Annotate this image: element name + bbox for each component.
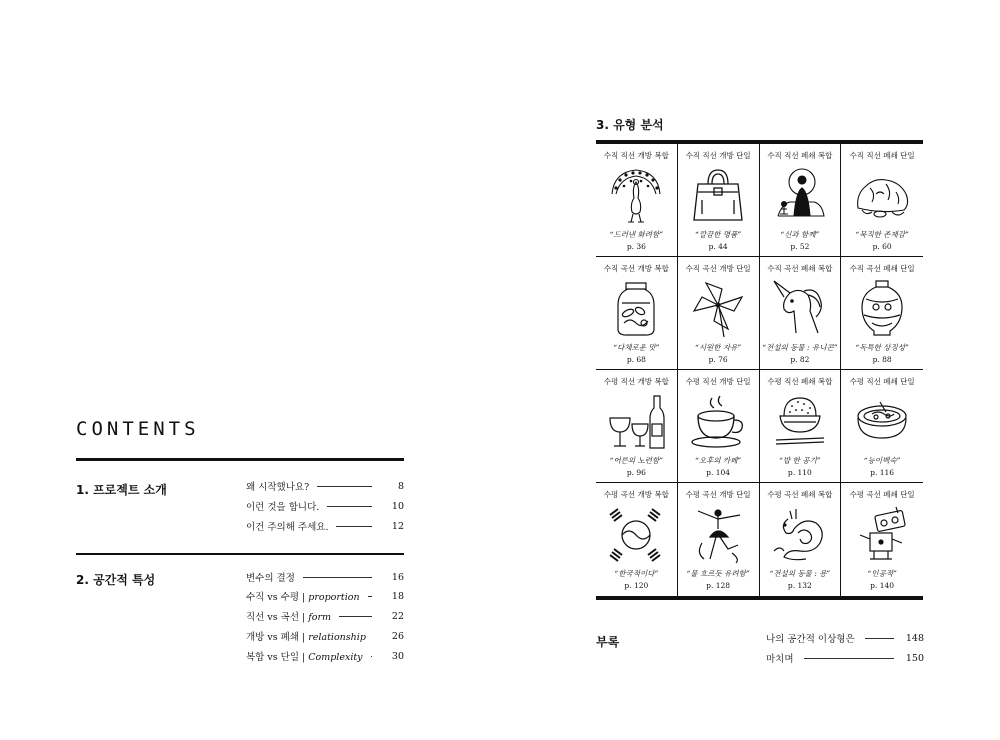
- toc-item[interactable]: [246, 496, 404, 516]
- toc-item-label: 이런 것을 합니다.: [246, 502, 320, 513]
- type-category: 수직 직선 개방 복합: [603, 151, 669, 160]
- toc-item-label: 복합 vs 단일 | Complexity: [246, 652, 363, 663]
- type-page: p. 120: [624, 581, 649, 590]
- appendix-title: 부록: [596, 635, 620, 649]
- type-category: 수직 곡선 개방 복합: [603, 264, 669, 273]
- toc-page-number: 16: [391, 571, 404, 583]
- toc-item-label: 이건 주의해 주세요.: [246, 522, 329, 533]
- type-category: 수직 곡선 폐쇄 단일: [849, 264, 915, 273]
- toc-item[interactable]: [246, 476, 404, 496]
- type-caption: “독특한 상징성”: [855, 343, 909, 352]
- toc-page-number: 12: [391, 520, 404, 532]
- type-card[interactable]: [596, 144, 678, 257]
- type-caption: “전설의 동물 : 유니콘”: [762, 343, 838, 352]
- analysis-title: 3. 유형 분석: [596, 118, 664, 132]
- toc-page-number: 30: [391, 650, 404, 662]
- type-card[interactable]: [760, 257, 842, 370]
- appendix-item-label: 나의 공간적 이상형은: [766, 634, 855, 645]
- appendix-item-label: 마치며: [766, 654, 794, 665]
- type-card[interactable]: [596, 483, 678, 596]
- type-category: 수직 직선 폐쇄 복합: [767, 151, 833, 160]
- toc-item[interactable]: [246, 586, 404, 606]
- appendix-item[interactable]: [766, 628, 924, 648]
- type-category: 수직 곡선 폐쇄 복합: [767, 264, 833, 273]
- taegeuk-icon: [606, 503, 666, 565]
- type-caption: “어른의 노련함”: [609, 456, 664, 465]
- type-page: p. 104: [706, 468, 731, 477]
- leader-line: [339, 616, 372, 617]
- toc-item-label: 변수의 결정: [246, 573, 295, 584]
- type-card[interactable]: [841, 257, 923, 370]
- unicorn-icon: [770, 277, 830, 339]
- type-category: 수평 곡선 개방 단일: [685, 490, 751, 499]
- type-page: p. 76: [708, 355, 728, 364]
- type-page: p. 68: [626, 355, 646, 364]
- type-category: 수직 직선 폐쇄 단일: [849, 151, 915, 160]
- type-category: 수평 직선 폐쇄 단일: [849, 377, 915, 386]
- type-card[interactable]: [841, 370, 923, 483]
- type-caption: “물 흐르듯 유려함”: [686, 569, 750, 578]
- type-card[interactable]: [678, 370, 760, 483]
- leader-line: [371, 656, 372, 657]
- type-page: p. 140: [870, 581, 895, 590]
- leader-line: [865, 638, 894, 639]
- type-card[interactable]: [596, 257, 678, 370]
- toc-item-label: 직선 vs 곡선 | form: [246, 612, 332, 623]
- type-page: p. 60: [872, 242, 892, 251]
- appendix-item[interactable]: [766, 648, 924, 668]
- type-page: p. 116: [870, 468, 895, 477]
- jar-icon: [606, 277, 666, 339]
- type-page: p. 110: [787, 468, 812, 477]
- toc-item[interactable]: [246, 516, 404, 536]
- toc-item-label: 왜 시작했나요?: [246, 482, 310, 493]
- type-card[interactable]: [678, 483, 760, 596]
- robot-icon: [852, 503, 912, 565]
- ballerina-icon: [688, 503, 748, 565]
- vase-icon: [852, 277, 912, 339]
- type-category: 수평 곡선 개방 복합: [603, 490, 669, 499]
- type-page: p. 96: [626, 468, 646, 477]
- type-caption: “다채로운 맛”: [613, 343, 660, 352]
- type-card[interactable]: [760, 144, 842, 257]
- leader-line: [317, 486, 372, 487]
- type-category: 수평 곡선 폐쇄 복합: [767, 490, 833, 499]
- stone-pot-icon: [852, 390, 912, 452]
- section-spatial-traits: [76, 553, 404, 675]
- type-caption: “깔끔한 명품”: [694, 230, 742, 239]
- leader-line: [368, 596, 372, 597]
- type-caption: “시원한 자유”: [694, 343, 742, 352]
- rock-icon: [852, 164, 912, 226]
- toc-item[interactable]: [246, 626, 404, 646]
- toc-page-number: 26: [391, 630, 404, 642]
- handbag-icon: [688, 164, 748, 226]
- toc-item[interactable]: [246, 646, 404, 666]
- type-caption: “한국적이다”: [614, 569, 659, 578]
- coffee-cup-icon: [688, 390, 748, 452]
- leader-line: [336, 526, 372, 527]
- type-caption: “오후의 카페”: [694, 456, 742, 465]
- deity-icon: [770, 164, 830, 226]
- type-category: 수평 직선 폐쇄 복합: [767, 377, 833, 386]
- leader-line: [303, 577, 372, 578]
- type-card[interactable]: [678, 257, 760, 370]
- type-page: p. 44: [708, 242, 728, 251]
- leader-line: [804, 658, 894, 659]
- type-page: p. 82: [790, 355, 810, 364]
- pinwheel-icon: [688, 277, 748, 339]
- type-card[interactable]: [596, 370, 678, 483]
- type-caption: “밥 한 공기”: [779, 456, 821, 465]
- type-caption: “묵직한 존재감”: [855, 230, 909, 239]
- dragon-icon: [770, 503, 830, 565]
- peacock-icon: [606, 164, 666, 226]
- type-page: p. 52: [790, 242, 810, 251]
- leader-line: [327, 506, 372, 507]
- toc-page-number: 8: [397, 480, 404, 492]
- section-title: 2. 공간적 특성: [76, 573, 156, 587]
- type-page: p. 88: [872, 355, 892, 364]
- appendix-page-number: 148: [905, 632, 924, 644]
- appendix-page-number: 150: [905, 652, 924, 664]
- toc-page-number: 18: [391, 590, 404, 602]
- type-category: 수평 직선 개방 복합: [603, 377, 669, 386]
- type-card[interactable]: [841, 144, 923, 257]
- type-caption: “인공적”: [867, 569, 897, 578]
- toc-page-number: 22: [391, 610, 404, 622]
- type-card[interactable]: [760, 483, 842, 596]
- rice-bowl-icon: [770, 390, 830, 452]
- type-card[interactable]: [760, 370, 842, 483]
- type-card[interactable]: [678, 144, 760, 257]
- toc-item-label: 수직 vs 수평 | proportion: [246, 592, 360, 603]
- type-caption: “능이백숙”: [863, 456, 901, 465]
- type-caption: “전설의 동물 : 용”: [769, 569, 831, 578]
- wine-icon: [606, 390, 666, 452]
- type-category: 수평 곡선 폐쇄 단일: [849, 490, 915, 499]
- contents-title: CONTENTS: [76, 418, 200, 440]
- toc-item[interactable]: [246, 567, 404, 587]
- section-title: 1. 프로젝트 소개: [76, 483, 167, 497]
- type-page: p. 36: [626, 242, 646, 251]
- type-page: p. 132: [787, 581, 812, 590]
- type-card[interactable]: [841, 483, 923, 596]
- type-caption: “신과 함께”: [780, 230, 820, 239]
- type-category: 수직 직선 개방 단일: [685, 151, 751, 160]
- type-page: p. 128: [706, 581, 731, 590]
- section-project-intro: [76, 458, 404, 541]
- toc-item[interactable]: [246, 606, 404, 626]
- toc-page-number: 10: [391, 500, 404, 512]
- toc-item-label: 개방 vs 폐쇄 | relationship: [246, 632, 366, 643]
- type-category: 수평 직선 개방 단일: [685, 377, 751, 386]
- type-analysis-grid: [596, 140, 923, 600]
- type-caption: “드러낸 화려함”: [609, 230, 664, 239]
- type-category: 수직 곡선 개방 단일: [685, 264, 751, 273]
